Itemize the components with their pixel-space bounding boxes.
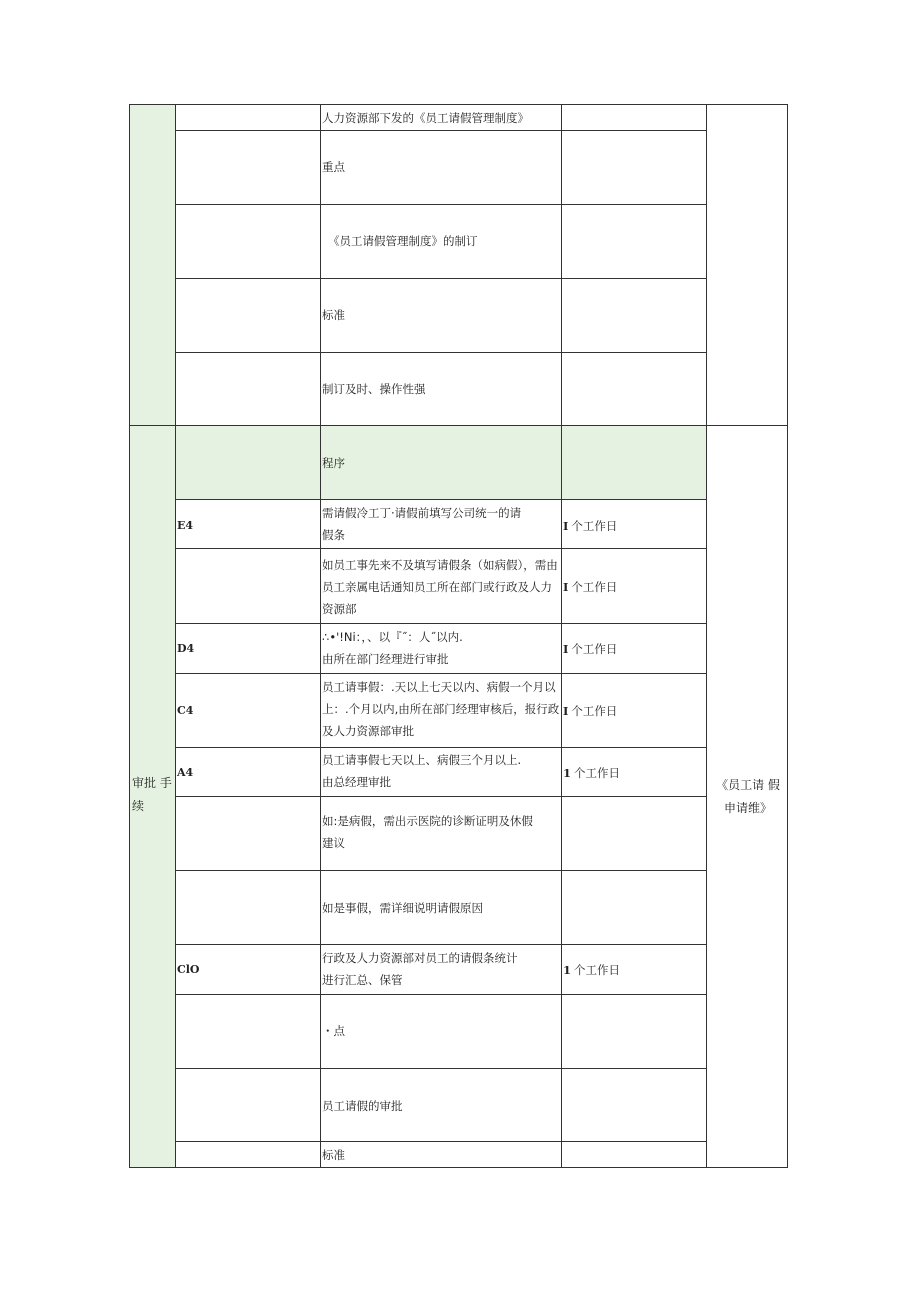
- row-time-d4: I 个工作日: [563, 642, 618, 656]
- section-label-approval: 审批 手续: [132, 776, 172, 813]
- row-text-key-point: ・点: [322, 1024, 345, 1038]
- top-key-point-label: 重点: [322, 160, 345, 174]
- leave-form-reference: 《员工请 假申请维》: [716, 778, 780, 815]
- row-text-personal-reason: 如是事假，需详细说明请假原因: [322, 901, 483, 915]
- row-text-a4: 员工请事假七天以上、病假三个月以上. 由总经理审批: [322, 753, 522, 789]
- row-text-d4: ∴•'!Ni：，、以『˝：人˝以内. 由所在部门经理进行审批: [322, 630, 463, 666]
- row-text-standard: 标准: [322, 1148, 345, 1162]
- row-time-a4: 1 个工作日: [563, 766, 621, 780]
- row-time-c4: I 个工作日: [563, 704, 618, 718]
- procedure-header: 程序: [322, 456, 345, 470]
- row-text-c4: 员工请事假：.天以上七天以内、病假一个月以 上：.个月以内,由所在部门经理审核后，报行政 及人力资源部审批: [322, 680, 560, 738]
- top-standard-content: 制订及时、操作性强: [322, 382, 426, 396]
- row-code-c4: C4: [177, 704, 194, 717]
- row-code-a4: A4: [177, 766, 194, 779]
- top-row-title: 人力资源部下发的《员工请假管理制度》: [322, 111, 529, 125]
- row-time-e4: I 个工作日: [563, 519, 618, 533]
- row-code-e4: E4: [177, 519, 194, 532]
- row-code-c10: ClO: [177, 963, 200, 976]
- row-text-approval-title: 员工请假的审批: [322, 1099, 403, 1113]
- row-code-d4: D4: [177, 642, 195, 655]
- header-row-shade: [176, 426, 706, 499]
- section-shade-top: [130, 105, 175, 425]
- row-time-c10: 1 个工作日: [563, 963, 621, 977]
- top-standard-label: 标准: [322, 308, 345, 322]
- row-text-sick: 如员工事先来不及填写请假条（如病假），需由 员工亲属电话通知员工所在部门或行政及人力 资源部: [322, 558, 558, 616]
- row-text-c10: 行政及人力资源部对员工的请假条统计 进行汇总、保管: [322, 951, 518, 987]
- row-text-sick-proof: 如:是病假，需出示医院的诊断证明及休假 建议: [322, 814, 533, 850]
- top-key-point-content: 《员工请假管理制度》的制订: [328, 234, 478, 248]
- row-time-sick: I 个工作日: [563, 580, 618, 594]
- row-text-e4: 需请假冷工丁·请假前填写公司统一的请 假条: [322, 506, 522, 542]
